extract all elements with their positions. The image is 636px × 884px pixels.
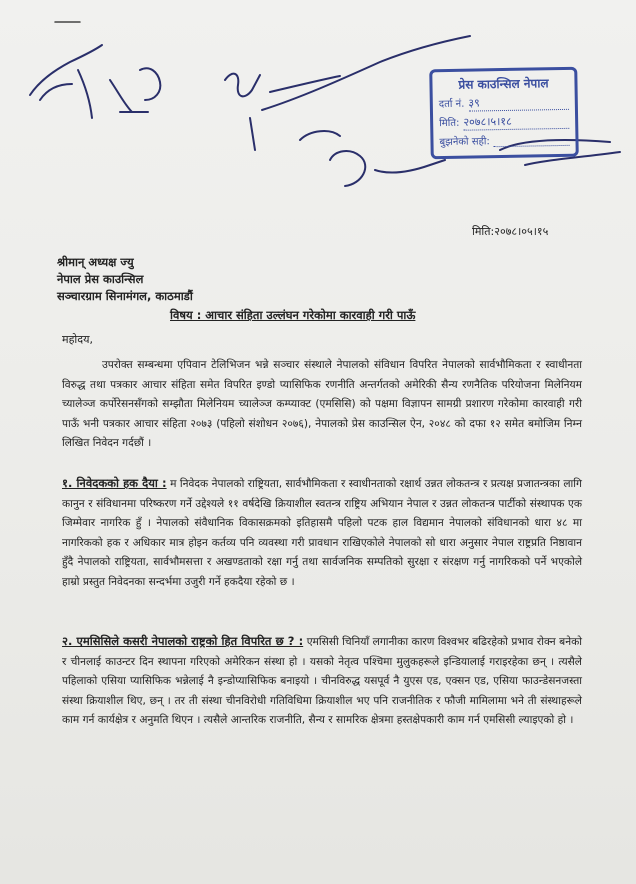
- recipient-address: [57, 254, 193, 305]
- recipient-line: नेपाल प्रेस काउन्सिल: [57, 272, 144, 286]
- stamp-registration-label: दर्ता नं.: [438, 98, 465, 111]
- stamp-title: प्रेस काउन्सिल नेपाल: [458, 76, 549, 92]
- recipient-line: सञ्चारग्राम सिनामंगल, काठमाडौं: [57, 289, 193, 303]
- office-stamp: [429, 67, 579, 160]
- section-2: [62, 632, 582, 731]
- section-1: [62, 474, 582, 592]
- section-2-body: एमसिसी चिनियाँ लगानीका कारण विश्वभर बढिरहेको प्रभाव रोक्न बनेको र चीनलाई काउन्टर दिन स्थापना गरिएको अमेरिकन संस्था हो । यसको नेतृत्व पश्चिमा मुलुकहरूले इन्डियालाई गराइरहेका छन् । त्यसैले पहिलाको एसिया प्यासिफिक भन्नेलाई नै इन्डोप्यासिफिक बनाइयो । चीनविरुद्ध यसपूर्व नै युएस एड, एक्सन एड, एसिया फाउन्डेसनजस्ता संस्था क्रियाशील थिए, छन् । तर ती संस्था चीनविरोधी गतिविधिमा क्रियाशील भए पनि राजनीतिक र फौजी मामिलामा भने ती संस्थाहरूले काम गर्न कार्यक्षेत्र र अनुमति थिएन । त्यसैले आन्तरिक राजनीति, सैन्य र सामरिक क्षेत्रमा हस्तक्षेपकारी काम गर्न एमसिसी ल्याइएको हो ।: [62, 636, 582, 726]
- stamp-signature-label: बुझनेको सही:: [439, 136, 490, 149]
- stamp-registration-value: ३९: [468, 94, 569, 112]
- recipient-line: श्रीमान् अध्यक्ष ज्यु: [57, 255, 134, 269]
- section-2-heading: २. एमसिसिले कसरी नेपालको राष्ट्रको हित विपरित छ ? :: [62, 634, 304, 648]
- stamp-signature-line: [494, 132, 570, 147]
- letter-date: मिति:२०७८।०५।१५: [472, 225, 549, 238]
- stamp-date-value: २०७८।५।१८: [463, 113, 569, 131]
- stamp-date-label: मिति:: [439, 117, 460, 130]
- salutation: महोदय,: [62, 333, 93, 346]
- section-1-body: म निवेदक नेपालको राष्ट्रियता, सार्वभौमिकता र स्वाधीनताको रक्षार्थ उन्नत लोकतन्त्र र प्रत्यक्ष प्रजातन्त्रका लागि कानुन र संविधानमा परिष्करण गर्ने उद्देश्यले ११ वर्षदेखि क्रियाशील स्वतन्त्र राष्ट्रिय अभियान नेपाल र उन्नत लोकतन्त्र पार्टीको संस्थापक एक जिम्मेवार नागरिक हुँ । नेपालको संवैधानिक विकासक्रमको इतिहासमै पहिलो पटक हाल विद्यमान नेपालको संविधानको धारा ४८ मा नागरिकको हक र अधिकार मात्र होइन कर्तव्य पनि व्यवस्था गरी प्रावधान राखिएकोले नेपालको सो धारा अनुसार नेपाल राष्ट्रप्रति निष्ठावान हुँदै नेपालको राष्ट्रियता, सार्वभौमसत्ता र अखण्डताको रक्षा गर्नु तथा सार्वजनिक सम्पतिको सुरक्षा र संरक्षण गर्नु नागरिकको पर्ने भएकोले हाम्रो प्रस्तुत निवेदनका सन्दर्भमा उजुरी गर्ने हकदैया रहेको छ ।: [62, 478, 583, 588]
- letter-subject: विषय : आचार संहिता उल्लंघन गरेकोमा कारवाही गरी पाऊँ: [170, 308, 416, 322]
- intro-paragraph: उपरोक्त सम्बन्धमा एपिवान टेलिभिजन भन्ने सञ्चार संस्थाले नेपालको संविधान विपरित नेपालको सार्वभौमिकता र स्वाधीनता विरुद्ध तथा पत्रकार आचार संहिता समेत विपरित इण्डो प्यासिफिक रणनीति अन्तर्गतको अमेरिकी सैन्य रणनैतिक परियोजना मिलेनियम च्यालेञ्ज कर्पोरेसनसँगको सम्झौता मिलेनियम च्यालेञ्ज कम्प्याक्ट (एमसिसि) को पक्षमा विज्ञापन सामग्री प्रशारण गरेकोमा कारवाही गरी पाऊँ भनी पत्रकार आचार संहिता २०७३ (पहिलो संशोधन २०७६), नेपालको प्रेस काउन्सिल ऐन, २०४८ को दफा १२ समेत बमोजिम निम्न लिखित निवेदन गर्दछौं ।: [62, 359, 582, 449]
- section-1-heading: १. निवेदकको हक दैया :: [62, 476, 167, 490]
